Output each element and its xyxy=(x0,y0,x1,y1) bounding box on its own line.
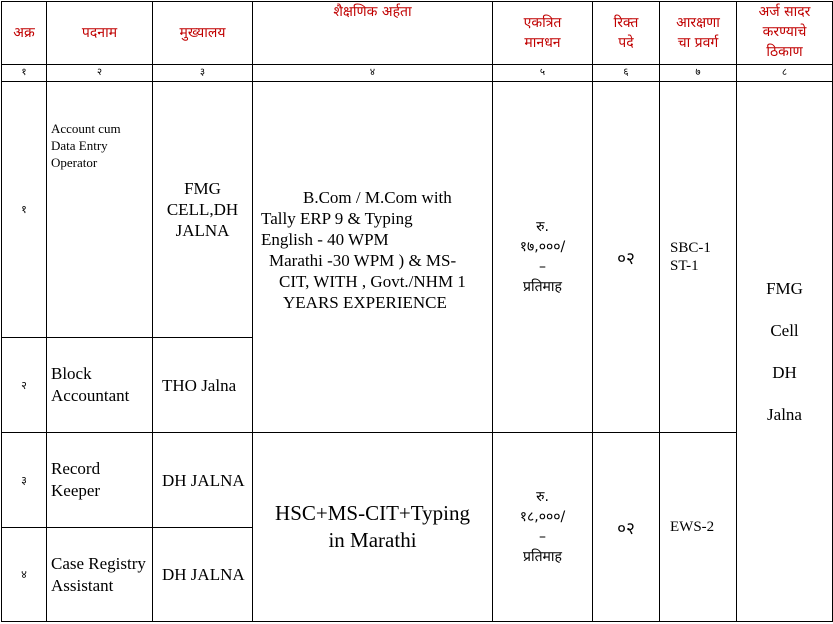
qualification-cell: B.Com / M.Com with Tally ERP 9 & Typing English - 40 WPM Marathi -30 WPM ) & MS- CIT, WITH , Govt./NHM 1 YEARS EXPERIENCE xyxy=(253,82,493,433)
column-number: ५ xyxy=(493,65,593,82)
column-number: ४ xyxy=(253,65,493,82)
header-apply-place: अर्ज सादर करण्याचे ठिकाण xyxy=(737,2,833,65)
column-number-row xyxy=(2,65,833,82)
header-post: पदनाम xyxy=(47,2,153,65)
serial-cell: २ xyxy=(2,338,47,433)
column-number: ३ xyxy=(153,65,253,82)
apply-place-cell: FMG Cell DH Jalna xyxy=(737,82,833,622)
headquarters-cell: THO Jalna xyxy=(153,338,253,433)
header-qualification: शैक्षणिक अर्हता xyxy=(253,2,493,65)
column-number: २ xyxy=(47,65,153,82)
column-number: १ xyxy=(2,65,47,82)
table-row xyxy=(2,82,833,338)
post-cell: Block Accountant xyxy=(47,338,153,433)
column-number: ७ xyxy=(660,65,737,82)
table-row xyxy=(2,433,833,528)
qualification-cell: HSC+MS-CIT+Typing in Marathi xyxy=(253,433,493,622)
header-serial: अक्र xyxy=(2,2,47,65)
reservation-cell: SBC-1 ST-1 xyxy=(660,82,737,433)
recruitment-table xyxy=(1,1,833,622)
header-vacancies: रिक्त पदे xyxy=(593,2,660,65)
serial-cell: ३ xyxy=(2,433,47,528)
post-cell: Case Registry Assistant xyxy=(47,528,153,622)
headquarters-cell: DH JALNA xyxy=(153,528,253,622)
column-number: ८ xyxy=(737,65,833,82)
header-headquarters: मुख्यालय xyxy=(153,2,253,65)
header-row xyxy=(2,2,833,65)
pay-cell: रु. १८,०००/ – प्रतिमाह xyxy=(493,433,593,622)
header-reservation: आरक्षणा चा प्रवर्ग xyxy=(660,2,737,65)
serial-cell: १ xyxy=(2,82,47,338)
vacancies-cell: ०२ xyxy=(593,433,660,622)
headquarters-cell: FMG CELL,DH JALNA xyxy=(153,82,253,338)
reservation-cell: EWS-2 xyxy=(660,433,737,622)
header-pay: एकत्रित मानधन xyxy=(493,2,593,65)
pay-cell: रु. १७,०००/ – प्रतिमाह xyxy=(493,82,593,433)
vacancies-cell: ०२ xyxy=(593,82,660,433)
post-cell: Account cum Data Entry Operator xyxy=(47,82,153,338)
serial-cell: ४ xyxy=(2,528,47,622)
column-number: ६ xyxy=(593,65,660,82)
headquarters-cell: DH JALNA xyxy=(153,433,253,528)
post-cell: Record Keeper xyxy=(47,433,153,528)
